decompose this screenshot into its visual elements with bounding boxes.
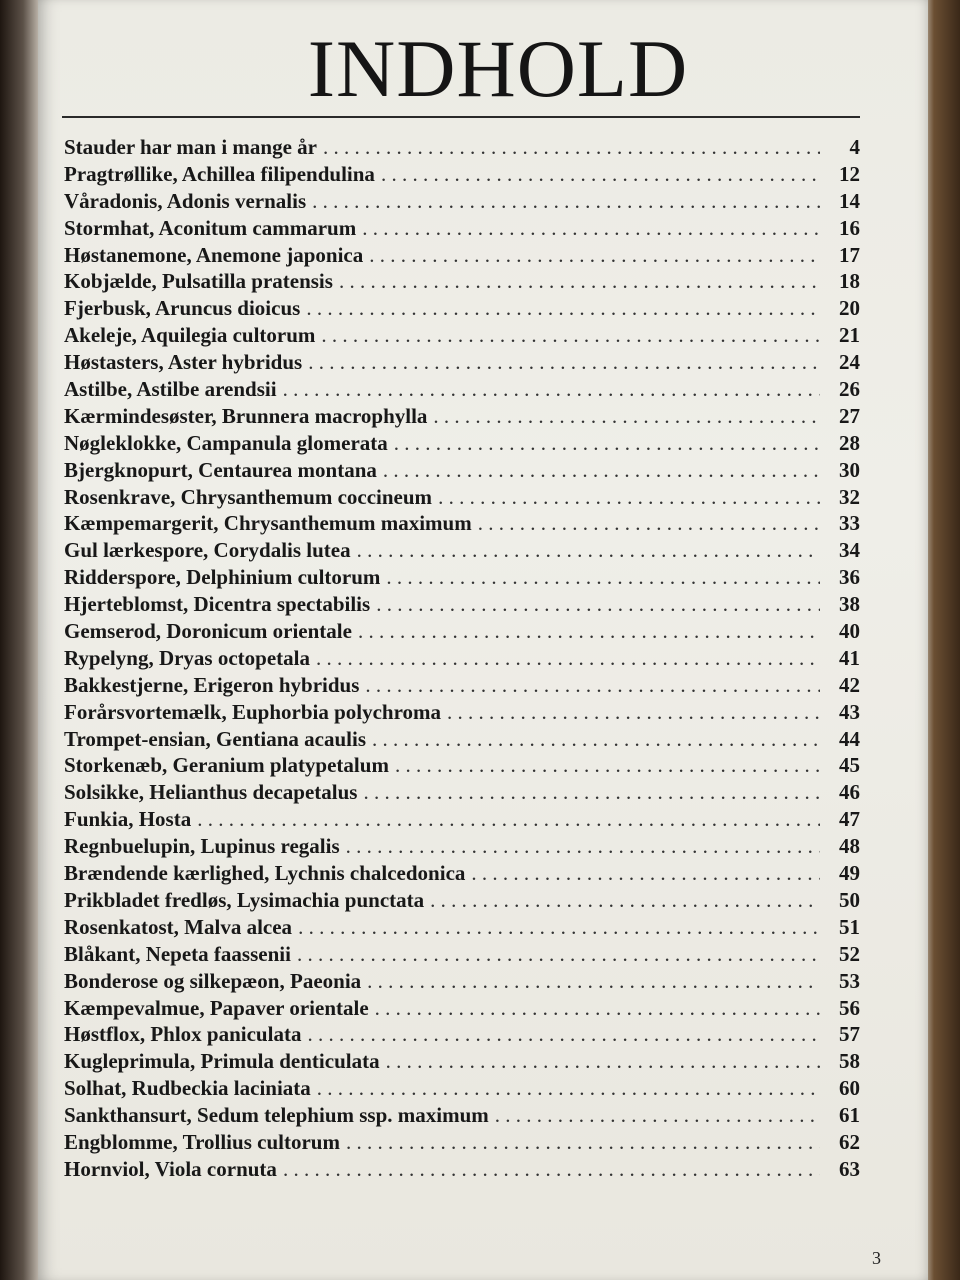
toc-entry-label: Storkenæb, Geranium platypetalum bbox=[64, 753, 389, 778]
toc-dot-leader bbox=[307, 1022, 820, 1047]
toc-dot-leader bbox=[394, 431, 820, 456]
toc-entry bbox=[64, 646, 860, 673]
toc-entry bbox=[64, 162, 860, 189]
toc-entry-label: Regnbuelupin, Lupinus regalis bbox=[64, 834, 340, 859]
toc-dot-leader bbox=[386, 565, 820, 590]
toc-dot-leader bbox=[316, 646, 820, 671]
toc-entry-label: Kæmpevalmue, Papaver orientale bbox=[64, 995, 369, 1020]
toc-entry bbox=[64, 888, 860, 915]
toc-dot-leader bbox=[430, 888, 820, 913]
toc-entry-page: 36 bbox=[839, 565, 860, 590]
book-page bbox=[38, 0, 928, 1280]
toc-dot-leader bbox=[339, 269, 820, 294]
book-spine-shadow bbox=[0, 0, 42, 1280]
toc-entry bbox=[64, 996, 860, 1023]
toc-entry-page: 33 bbox=[839, 511, 860, 536]
toc-entry bbox=[64, 807, 860, 834]
toc-entry bbox=[64, 458, 860, 485]
toc-entry bbox=[64, 485, 860, 512]
toc-entry-page: 47 bbox=[839, 807, 860, 832]
toc-entry bbox=[64, 538, 860, 565]
toc-entry bbox=[64, 1022, 860, 1049]
toc-dot-leader bbox=[308, 350, 820, 375]
toc-entry bbox=[64, 834, 860, 861]
toc-entry bbox=[64, 377, 860, 404]
toc-entry-page: 45 bbox=[839, 753, 860, 778]
toc-entry-label: Brændende kærlighed, Lychnis chalcedonica bbox=[64, 861, 466, 886]
toc-dot-leader bbox=[306, 296, 820, 321]
toc-entry-label: Engblomme, Trollius cultorum bbox=[64, 1129, 340, 1154]
toc-entry-label: Rypelyng, Dryas octopetala bbox=[64, 645, 310, 670]
toc-entry bbox=[64, 350, 860, 377]
toc-dot-leader bbox=[471, 861, 820, 886]
toc-entry-page: 27 bbox=[839, 403, 860, 428]
toc-dot-leader bbox=[283, 1157, 820, 1182]
toc-dot-leader bbox=[386, 1049, 820, 1074]
toc-dot-leader bbox=[357, 538, 820, 563]
toc-dot-leader bbox=[321, 323, 820, 348]
toc-entry-page: 4 bbox=[849, 135, 860, 159]
toc-entry-label: Bonderose og silkepæon, Paeonia bbox=[64, 968, 362, 993]
toc-entry-label: Hornviol, Viola cornuta bbox=[64, 1156, 277, 1181]
toc-entry-page: 12 bbox=[839, 161, 860, 186]
toc-dot-leader bbox=[346, 1130, 820, 1155]
toc-entry-page: 43 bbox=[839, 699, 860, 724]
toc-dot-leader bbox=[197, 807, 820, 832]
toc-entry-page: 53 bbox=[839, 968, 860, 993]
toc-entry bbox=[64, 1103, 860, 1130]
toc-entry bbox=[64, 189, 860, 216]
toc-entry bbox=[64, 404, 860, 431]
toc-entry-page: 48 bbox=[839, 834, 860, 859]
toc-entry-page: 58 bbox=[839, 1049, 860, 1074]
toc-entry bbox=[64, 1049, 860, 1076]
toc-dot-leader bbox=[297, 942, 820, 967]
toc-entry-page: 42 bbox=[839, 672, 860, 697]
toc-entry-label: Akeleje, Aquilegia cultorum bbox=[64, 323, 316, 348]
toc-dot-leader bbox=[358, 619, 820, 644]
toc-entry-label: Våradonis, Adonis vernalis bbox=[64, 188, 307, 213]
toc-entry-page: 61 bbox=[839, 1103, 860, 1128]
toc-entry-page: 52 bbox=[839, 941, 860, 966]
toc-entry bbox=[64, 753, 860, 780]
toc-dot-leader bbox=[346, 834, 820, 859]
toc-entry bbox=[64, 1157, 860, 1184]
toc-entry bbox=[64, 915, 860, 942]
toc-entry-label: Høstanemone, Anemone japonica bbox=[64, 242, 364, 267]
toc-entry bbox=[64, 1076, 860, 1103]
toc-entry bbox=[64, 323, 860, 350]
toc-entry-label: Hjerteblomst, Dicentra spectabilis bbox=[64, 592, 371, 617]
toc-dot-leader bbox=[317, 1076, 820, 1101]
toc-entry-label: Kobjælde, Pulsatilla pratensis bbox=[64, 269, 333, 294]
toc-dot-leader bbox=[369, 243, 820, 268]
toc-entry-label: Stauder har man i mange år bbox=[64, 135, 317, 159]
page-number: 3 bbox=[872, 1248, 881, 1268]
toc-entry-page: 44 bbox=[839, 726, 860, 751]
toc-entry bbox=[64, 269, 860, 296]
toc-entry-page: 14 bbox=[839, 188, 860, 213]
toc-entry-page: 24 bbox=[839, 350, 860, 375]
toc-entry-page: 50 bbox=[839, 887, 860, 912]
toc-entry bbox=[64, 700, 860, 727]
toc-entry bbox=[64, 431, 860, 458]
toc-entry-label: Forårsvortemælk, Euphorbia polychroma bbox=[64, 699, 442, 724]
toc-entry-page: 62 bbox=[839, 1129, 860, 1154]
toc-entry-page: 51 bbox=[839, 914, 860, 939]
toc-entry-page: 20 bbox=[839, 296, 860, 321]
toc-entry-page: 41 bbox=[839, 645, 860, 670]
toc-entry-page: 60 bbox=[839, 1076, 860, 1101]
toc-entry-page: 49 bbox=[839, 861, 860, 886]
toc-entry-label: Funkia, Hosta bbox=[64, 807, 192, 832]
toc-entry-label: Sankthansurt, Sedum telephium ssp. maximum bbox=[64, 1103, 489, 1128]
toc-entry-page: 46 bbox=[839, 780, 860, 805]
toc-dot-leader bbox=[365, 673, 820, 698]
toc-entry bbox=[64, 592, 860, 619]
toc-dot-leader bbox=[363, 780, 820, 805]
toc-entry-page: 56 bbox=[839, 995, 860, 1020]
toc-entry-page: 18 bbox=[839, 269, 860, 294]
toc-entry-label: Stormhat, Aconitum cammarum bbox=[64, 215, 357, 240]
toc-dot-leader bbox=[372, 727, 820, 752]
toc-entry-label: Astilbe, Astilbe arendsii bbox=[64, 377, 277, 402]
toc-entry-label: Solsikke, Helianthus decapetalus bbox=[64, 780, 358, 805]
toc-entry bbox=[64, 780, 860, 807]
toc-entry bbox=[64, 673, 860, 700]
toc-entry bbox=[64, 942, 860, 969]
toc-dot-leader bbox=[381, 162, 820, 187]
toc-dot-leader bbox=[478, 511, 820, 536]
toc-entry-label: Solhat, Rudbeckia laciniata bbox=[64, 1076, 311, 1101]
toc-entry-page: 34 bbox=[839, 538, 860, 563]
toc-entry-page: 28 bbox=[839, 430, 860, 455]
toc-entry-label: Kærmindesøster, Brunnera macrophylla bbox=[64, 403, 428, 428]
toc-entry-label: Høstasters, Aster hybridus bbox=[64, 350, 303, 375]
toc-dot-leader bbox=[433, 404, 820, 429]
toc-dot-leader bbox=[323, 135, 820, 160]
toc-entry-page: 17 bbox=[839, 242, 860, 267]
toc-entry-page: 21 bbox=[839, 323, 860, 348]
toc-entry-label: Gul lærkespore, Corydalis lutea bbox=[64, 538, 351, 563]
title-divider bbox=[62, 116, 860, 118]
toc-entry bbox=[64, 727, 860, 754]
toc-entry-page: 16 bbox=[839, 215, 860, 240]
toc-entry-page: 63 bbox=[839, 1156, 860, 1181]
toc-dot-leader bbox=[283, 377, 820, 402]
toc-entry-page: 40 bbox=[839, 619, 860, 644]
toc-entry-label: Kæmpemargerit, Chrysanthemum maximum bbox=[64, 511, 472, 536]
table-of-contents bbox=[64, 135, 860, 1184]
toc-entry bbox=[64, 296, 860, 323]
page-title: INDHOLD bbox=[307, 23, 689, 114]
toc-entry-label: Pragtrøllike, Achillea filipendulina bbox=[64, 161, 375, 186]
toc-dot-leader bbox=[447, 700, 820, 725]
toc-entry-label: Gemserod, Doronicum orientale bbox=[64, 619, 352, 644]
toc-entry-label: Kugleprimula, Primula denticulata bbox=[64, 1049, 380, 1074]
toc-entry-label: Rosenkatost, Malva alcea bbox=[64, 914, 293, 939]
toc-dot-leader bbox=[298, 915, 820, 940]
toc-entry bbox=[64, 619, 860, 646]
toc-entry-label: Ridderspore, Delphinium cultorum bbox=[64, 565, 381, 590]
toc-entry-label: Prikbladet fredløs, Lysimachia punctata bbox=[64, 887, 425, 912]
toc-dot-leader bbox=[383, 458, 820, 483]
toc-entry-label: Nøgleklokke, Campanula glomerata bbox=[64, 430, 388, 455]
toc-entry-label: Trompet-ensian, Gentiana acaulis bbox=[64, 726, 366, 751]
toc-dot-leader bbox=[438, 485, 820, 510]
toc-entry-page: 38 bbox=[839, 592, 860, 617]
toc-dot-leader bbox=[362, 216, 820, 241]
toc-entry-page: 32 bbox=[839, 484, 860, 509]
toc-dot-leader bbox=[367, 969, 820, 994]
toc-dot-leader bbox=[395, 753, 820, 778]
toc-entry-page: 57 bbox=[839, 1022, 860, 1047]
toc-entry bbox=[64, 135, 860, 162]
toc-entry-page: 30 bbox=[839, 457, 860, 482]
toc-entry-label: Blåkant, Nepeta faassenii bbox=[64, 941, 291, 966]
toc-entry bbox=[64, 861, 860, 888]
toc-entry-label: Høstflox, Phlox paniculata bbox=[64, 1022, 302, 1047]
toc-entry-label: Bjergknopurt, Centaurea montana bbox=[64, 457, 377, 482]
toc-dot-leader bbox=[312, 189, 820, 214]
toc-dot-leader bbox=[495, 1103, 820, 1128]
toc-dot-leader bbox=[375, 996, 820, 1021]
toc-entry bbox=[64, 969, 860, 996]
toc-entry bbox=[64, 216, 860, 243]
toc-dot-leader bbox=[376, 592, 820, 617]
toc-entry-label: Fjerbusk, Aruncus dioicus bbox=[64, 296, 301, 321]
toc-entry-label: Bakkestjerne, Erigeron hybridus bbox=[64, 672, 360, 697]
toc-entry-page: 26 bbox=[839, 377, 860, 402]
toc-entry-label: Rosenkrave, Chrysanthemum coccineum bbox=[64, 484, 433, 509]
toc-entry bbox=[64, 1130, 860, 1157]
toc-entry bbox=[64, 565, 860, 592]
toc-entry bbox=[64, 511, 860, 538]
toc-entry bbox=[64, 243, 860, 270]
